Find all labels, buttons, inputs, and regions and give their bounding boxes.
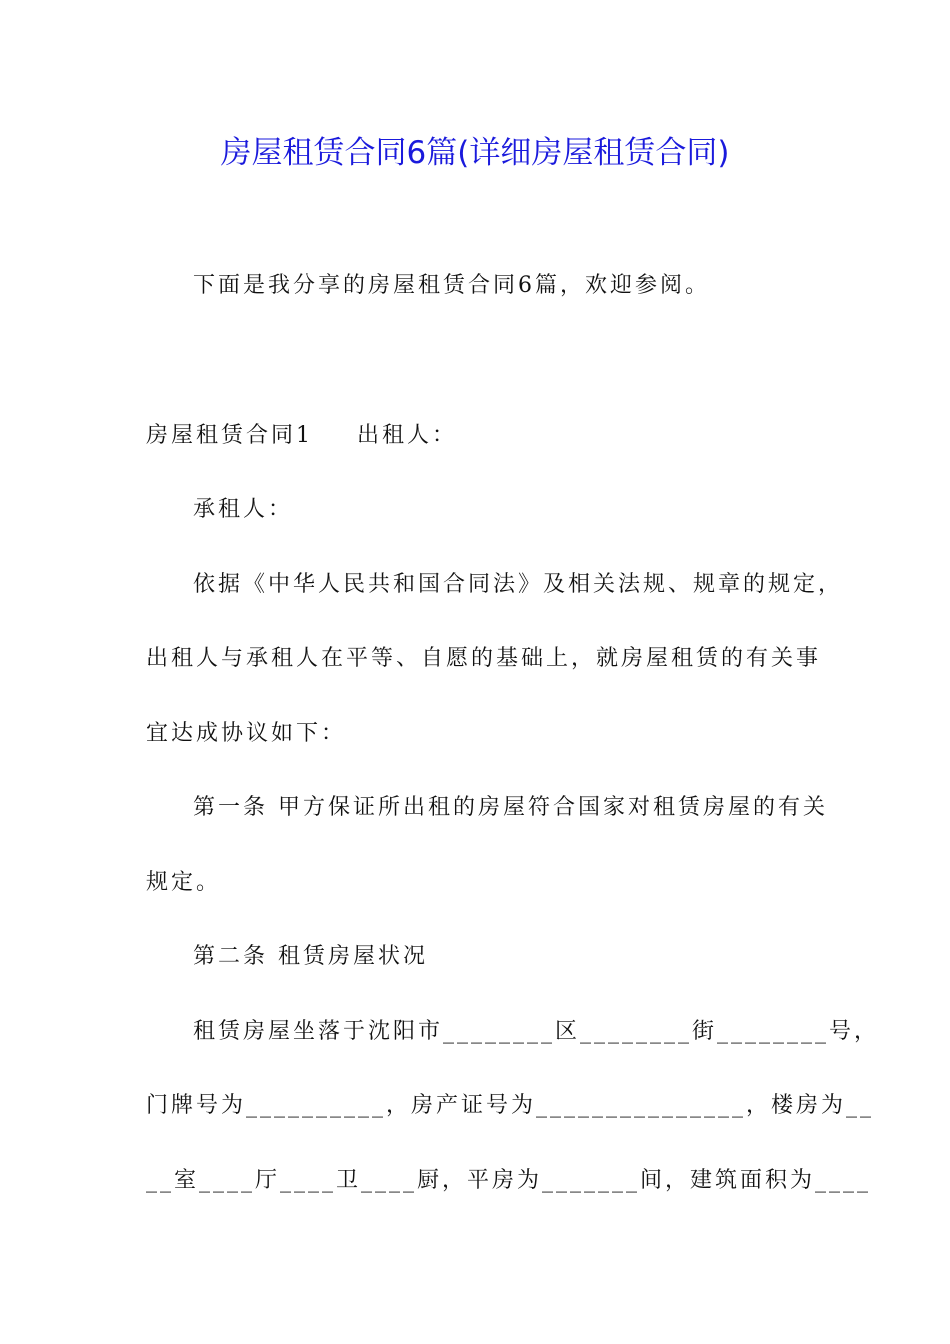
lessee-label: 承租人： (193, 497, 294, 522)
article-2-line-2: 门牌号为__________，房产证号为_______________，楼房为__ (146, 1093, 875, 1118)
article-2-line-3: __室____厅____卫____厨，平房为_______间，建筑面积为____ (146, 1168, 872, 1193)
section-heading: 房屋租赁合同1 (146, 423, 313, 448)
article-2-heading: 第二条 租赁房屋状况 (193, 944, 428, 969)
lessor-label: 出租人： (357, 423, 458, 448)
basis-paragraph-line-3: 宜达成协议如下： (146, 721, 347, 746)
document-title: 房屋租赁合同6篇(详细房屋租赁合同) (220, 135, 730, 171)
article-1-line-1: 第一条 甲方保证所出租的房屋符合国家对租赁房屋的有关 (193, 795, 828, 820)
intro-paragraph: 下面是我分享的房屋租赁合同6篇，欢迎参阅。 (193, 273, 710, 298)
article-2-line-1: 租赁房屋坐落于沈阳市________区________街________号， (193, 1019, 880, 1044)
section-heading-line (146, 418, 457, 454)
basis-paragraph-line-2: 出租人与承租人在平等、自愿的基础上，就房屋租赁的有关事 (146, 646, 822, 671)
basis-paragraph-line-1: 依据《中华人民共和国合同法》及相关法规、规章的规定， (193, 572, 844, 597)
article-1-line-2: 规定。 (146, 870, 222, 895)
